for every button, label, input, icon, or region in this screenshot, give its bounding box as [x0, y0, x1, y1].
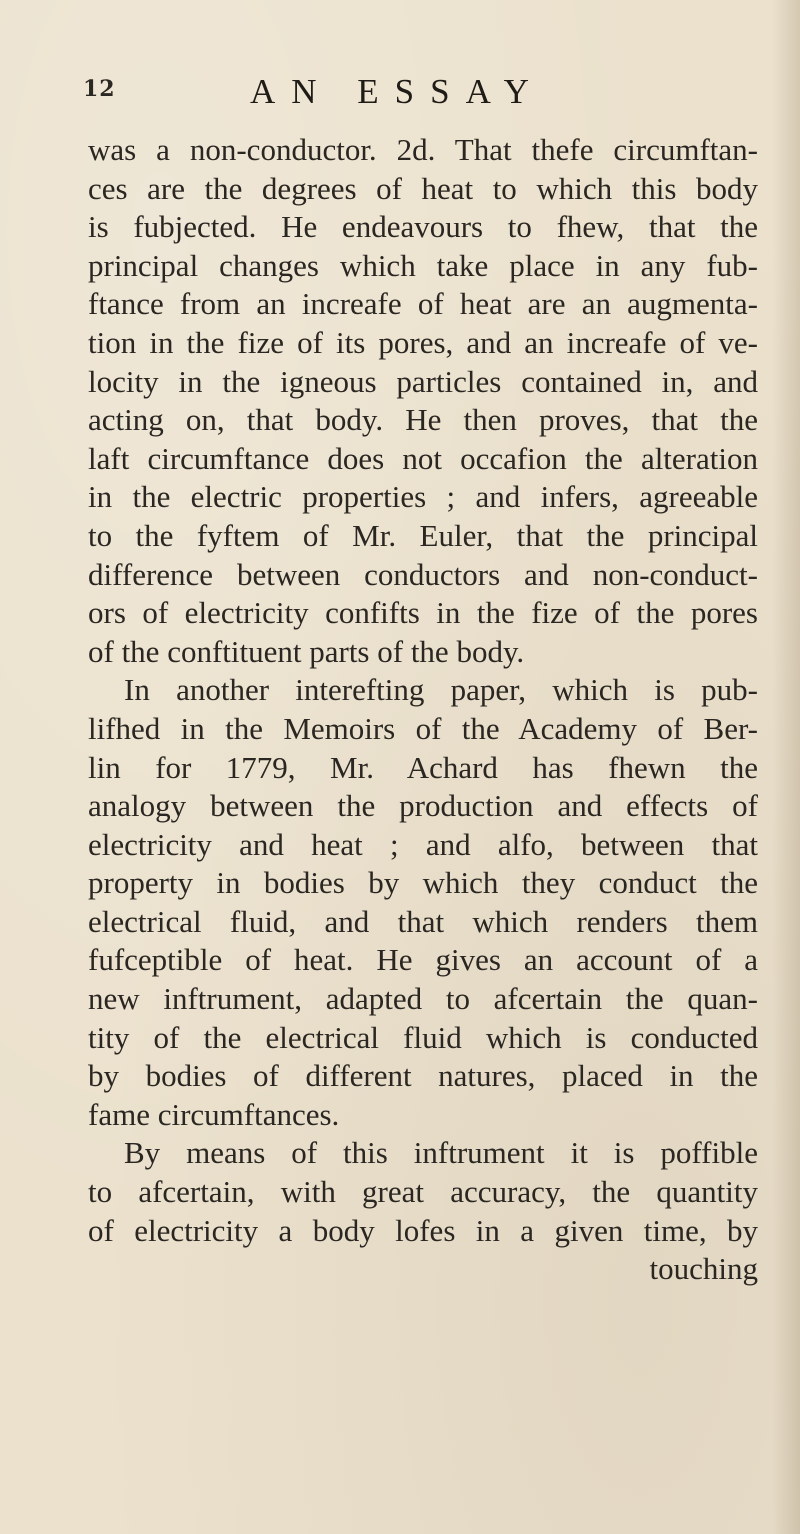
text-line: to afcertain, with great accuracy, the quantity	[88, 1174, 758, 1210]
text-line: is fubjected. He endeavours to fhew, that the	[88, 209, 758, 245]
text-line: electrical fluid, and that which renders them	[88, 903, 758, 939]
running-header	[0, 72, 800, 112]
text-line: in the electric properties ; and infers, agreeable	[88, 479, 758, 515]
text-line: of the conftituent parts of the body.	[88, 633, 525, 669]
text-line: fame circumftances.	[88, 1096, 340, 1132]
text-line: ftance from an increafe of heat are an augmenta-	[88, 286, 758, 322]
page-number: 12	[83, 76, 116, 102]
text-line: tity of the electrical fluid which is conducted	[88, 1019, 758, 1055]
text-line: laft circumftance does not occafion the alteration	[88, 440, 758, 476]
catchword: touching	[649, 1251, 758, 1287]
text-line: new inftrument, adapted to afcertain the quan-	[88, 981, 758, 1017]
text-line: tion in the fize of its pores, and an increafe of ve-	[88, 324, 758, 360]
text-line: By means of this inftrument it is poffible	[124, 1135, 758, 1171]
text-line: acting on, that body. He then proves, that the	[88, 402, 758, 438]
running-title: AN ESSAY	[250, 72, 545, 111]
text-line: lifhed in the Memoirs of the Academy of Ber-	[88, 710, 758, 746]
text-line: of electricity a body lofes in a given time, by	[88, 1212, 758, 1248]
text-line: was a non-conductor. 2d. That thefe circumftan-	[88, 132, 758, 167]
text-line: by bodies of different natures, placed in the	[88, 1058, 758, 1094]
text-line: In another interefting paper, which is pub-	[124, 672, 758, 708]
text-line: ors of electricity confifts in the fize of the pores	[88, 595, 758, 631]
text-line: fufceptible of heat. He gives an account of a	[88, 942, 758, 978]
text-line: analogy between the production and effects of	[88, 788, 758, 824]
text-line: property in bodies by which they conduct the	[88, 865, 758, 901]
text-line: lin for 1779, Mr. Achard has fhewn the	[88, 749, 758, 785]
text-line: difference between conductors and non-conduct-	[88, 556, 758, 592]
page-edge-shadow	[772, 0, 800, 1534]
body-text	[88, 131, 758, 1289]
text-line: locity in the igneous particles contained in, and	[88, 363, 758, 399]
text-line: to the fyftem of Mr. Euler, that the principal	[88, 517, 758, 553]
text-line: ces are the degrees of heat to which this body	[88, 170, 758, 206]
text-line: electricity and heat ; and alfo, between that	[88, 826, 758, 862]
text-line: principal changes which take place in any fub-	[88, 247, 758, 283]
